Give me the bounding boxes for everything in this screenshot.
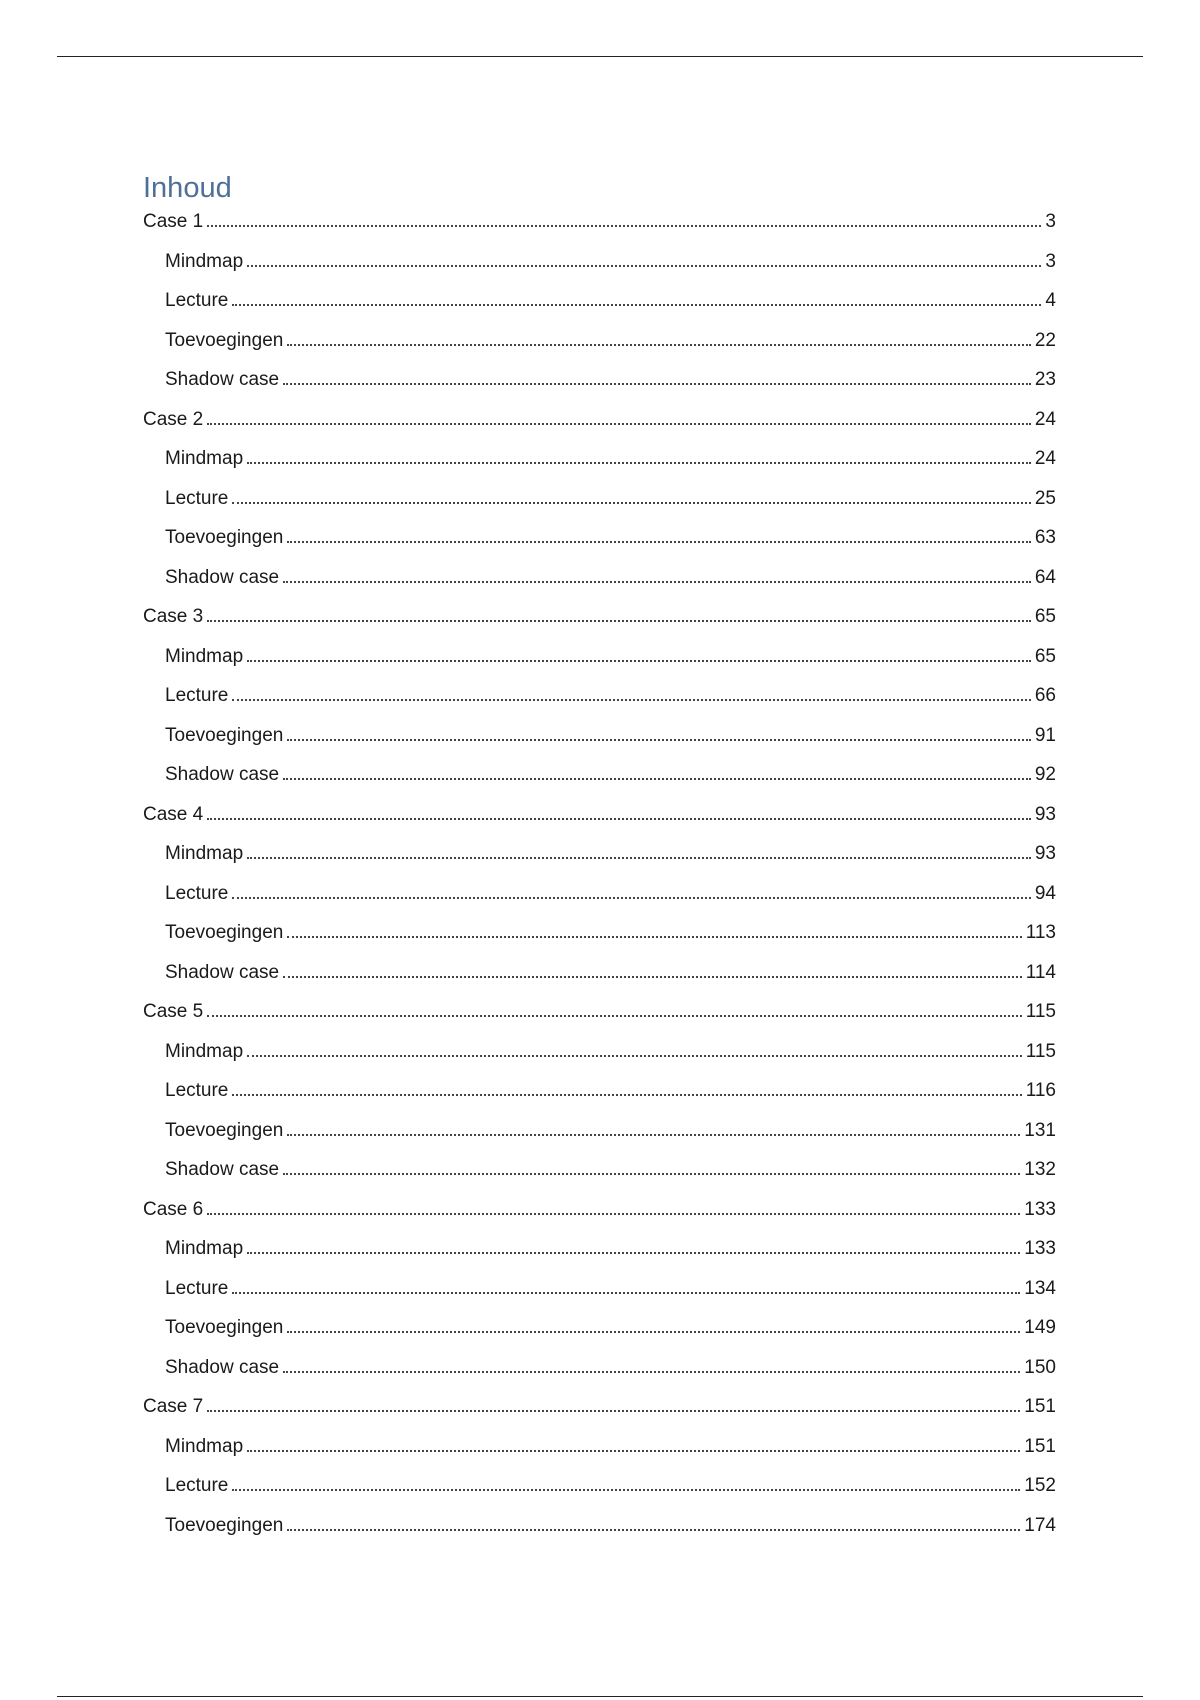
toc-entry-label: Case 6 (143, 1198, 204, 1220)
toc-entry-section[interactable] (143, 840, 1056, 880)
header-rule (57, 56, 1143, 57)
toc-entry-case[interactable] (143, 603, 1056, 643)
toc-dot-leader (247, 1450, 1020, 1452)
toc-entry-section[interactable] (143, 959, 1056, 999)
toc-entry-page-number: 93 (1034, 843, 1056, 864)
toc-entry-section[interactable] (143, 1156, 1056, 1196)
toc-dot-leader (207, 1015, 1022, 1017)
toc-entry-page-number: 133 (1024, 1238, 1056, 1259)
toc-entry-page-number: 92 (1034, 764, 1056, 785)
toc-entry-section[interactable] (143, 1275, 1056, 1315)
toc-dot-leader (287, 936, 1021, 938)
toc-entry-page-number: 152 (1024, 1475, 1056, 1496)
toc-entry-label: Shadow case (165, 961, 280, 983)
footer-rule (57, 1696, 1143, 1697)
toc-entry-page-number: 150 (1024, 1356, 1056, 1378)
toc-entry-label: Toevoegingen (165, 1317, 284, 1338)
toc-entry-page-number: 3 (1045, 211, 1056, 232)
toc-entry-page-number: 113 (1025, 922, 1056, 943)
toc-entry-label: Shadow case (165, 1356, 280, 1378)
toc-title: Inhoud (143, 172, 232, 204)
toc-dot-leader (232, 699, 1030, 701)
toc-entry-page-number: 149 (1024, 1317, 1056, 1338)
toc-entry-case[interactable] (143, 406, 1056, 446)
toc-dot-leader (207, 620, 1031, 622)
toc-dot-leader (283, 383, 1031, 385)
toc-entry-page-number: 65 (1034, 645, 1056, 667)
toc-entry-case[interactable] (143, 1393, 1056, 1433)
toc-dot-leader (232, 304, 1041, 306)
toc-entry-label: Lecture (165, 487, 229, 509)
toc-entry-label: Toevoegingen (165, 724, 284, 746)
toc-entry-section[interactable] (143, 722, 1056, 762)
toc-entry-page-number: 133 (1024, 1198, 1056, 1220)
toc-entry-label: Case 1 (143, 211, 204, 232)
toc-entry-label: Mindmap (165, 1238, 244, 1259)
toc-entry-case[interactable] (143, 801, 1056, 841)
toc-entry-section[interactable] (143, 1235, 1056, 1275)
toc-entry-label: Shadow case (165, 764, 280, 785)
toc-dot-leader (283, 1173, 1020, 1175)
toc-entry-label: Shadow case (165, 369, 280, 390)
toc-entry-label: Toevoegingen (165, 1514, 284, 1536)
toc-entry-section[interactable] (143, 1077, 1056, 1117)
toc-entry-page-number: 93 (1034, 803, 1056, 825)
toc-entry-label: Toevoegingen (165, 527, 284, 548)
toc-dot-leader (207, 818, 1031, 820)
toc-entry-page-number: 4 (1045, 290, 1056, 311)
toc-entry-section[interactable] (143, 880, 1056, 920)
toc-entry-label: Mindmap (165, 645, 244, 667)
toc-entry-section[interactable] (143, 1314, 1056, 1354)
toc-entry-page-number: 66 (1034, 685, 1056, 706)
toc-entry-section[interactable] (143, 643, 1056, 683)
toc-entry-page-number: 114 (1025, 961, 1056, 983)
toc-dot-leader (247, 660, 1031, 662)
toc-entry-label: Mindmap (165, 250, 244, 272)
toc-entry-section[interactable] (143, 564, 1056, 604)
toc-dot-leader (232, 502, 1030, 504)
toc-dot-leader (247, 462, 1031, 464)
toc-entry-page-number: 91 (1034, 724, 1056, 746)
toc-dot-leader (283, 581, 1031, 583)
toc-entry-label: Mindmap (165, 843, 244, 864)
toc-entry-section[interactable] (143, 366, 1056, 406)
toc-entry-label: Lecture (165, 1080, 229, 1101)
toc-entry-page-number: 131 (1024, 1119, 1056, 1141)
toc-entry-page-number: 115 (1025, 1040, 1056, 1062)
toc-entry-label: Toevoegingen (165, 1119, 284, 1141)
toc-entry-page-number: 134 (1024, 1277, 1056, 1299)
table-of-contents (143, 168, 1056, 1551)
toc-dot-leader (287, 541, 1031, 543)
toc-entry-page-number: 116 (1025, 1080, 1056, 1101)
toc-entry-label: Lecture (165, 290, 229, 311)
toc-entry-label: Toevoegingen (165, 922, 284, 943)
toc-entry-section[interactable] (143, 1512, 1056, 1552)
toc-dot-leader (232, 1292, 1020, 1294)
toc-entry-section[interactable] (143, 1433, 1056, 1473)
toc-entry-label: Lecture (165, 685, 229, 706)
toc-entry-section[interactable] (143, 327, 1056, 367)
toc-entry-page-number: 25 (1034, 487, 1056, 509)
toc-entry-page-number: 64 (1034, 566, 1056, 588)
toc-dot-leader (247, 1055, 1022, 1057)
toc-entry-page-number: 132 (1024, 1159, 1056, 1180)
toc-entry-section[interactable] (143, 485, 1056, 525)
toc-entry-label: Mindmap (165, 1435, 244, 1457)
toc-entry-section[interactable] (143, 1038, 1056, 1078)
toc-entry-page-number: 22 (1034, 329, 1056, 351)
toc-dot-leader (247, 1252, 1020, 1254)
toc-entry-label: Mindmap (165, 1040, 244, 1062)
toc-entry-label: Shadow case (165, 1159, 280, 1180)
toc-dot-leader (207, 225, 1041, 227)
toc-entry-label: Case 3 (143, 606, 204, 627)
toc-dot-leader (232, 897, 1030, 899)
toc-entry-section[interactable] (143, 287, 1056, 327)
toc-dot-leader (207, 423, 1031, 425)
toc-entry-case[interactable] (143, 1196, 1056, 1236)
toc-dot-leader (247, 857, 1031, 859)
toc-entry-page-number: 63 (1034, 527, 1056, 548)
toc-entry-section[interactable] (143, 524, 1056, 564)
toc-entry-page-number: 3 (1045, 250, 1056, 272)
toc-dot-leader (287, 1529, 1020, 1531)
toc-dot-leader (232, 1094, 1021, 1096)
toc-entry-page-number: 115 (1025, 1001, 1056, 1022)
toc-entry-label: Case 5 (143, 1001, 204, 1022)
toc-entry-section[interactable] (143, 1117, 1056, 1157)
toc-entry-page-number: 94 (1034, 882, 1056, 904)
toc-entry-label: Lecture (165, 1277, 229, 1299)
toc-entry-page-number: 151 (1024, 1396, 1056, 1417)
toc-entry-label: Toevoegingen (165, 329, 284, 351)
toc-entry-label: Case 2 (143, 408, 204, 430)
toc-entry-page-number: 151 (1024, 1435, 1056, 1457)
toc-entry-section[interactable] (143, 1354, 1056, 1394)
toc-entry-page-number: 174 (1024, 1514, 1056, 1536)
toc-entry-page-number: 24 (1034, 408, 1056, 430)
toc-entry-case[interactable] (143, 998, 1056, 1038)
toc-entry-page-number: 23 (1034, 369, 1056, 390)
toc-dot-leader (287, 739, 1031, 741)
toc-dot-leader (287, 344, 1031, 346)
toc-dot-leader (283, 1371, 1020, 1373)
toc-entry-section[interactable] (143, 919, 1056, 959)
toc-entry-section[interactable] (143, 761, 1056, 801)
toc-dot-leader (247, 265, 1041, 267)
toc-entry-label: Shadow case (165, 566, 280, 588)
toc-entry-section[interactable] (143, 1472, 1056, 1512)
toc-entry-label: Case 4 (143, 803, 204, 825)
toc-entry-section[interactable] (143, 248, 1056, 288)
toc-list (143, 208, 1056, 1551)
toc-entry-case[interactable] (143, 208, 1056, 248)
toc-dot-leader (287, 1134, 1020, 1136)
toc-dot-leader (207, 1213, 1020, 1215)
toc-entry-page-number: 24 (1034, 448, 1056, 469)
toc-dot-leader (207, 1410, 1020, 1412)
toc-entry-section[interactable] (143, 445, 1056, 485)
toc-entry-label: Lecture (165, 882, 229, 904)
toc-entry-label: Lecture (165, 1475, 229, 1496)
toc-entry-page-number: 65 (1034, 606, 1056, 627)
toc-dot-leader (283, 778, 1031, 780)
toc-entry-section[interactable] (143, 682, 1056, 722)
toc-dot-leader (232, 1489, 1020, 1491)
toc-entry-label: Case 7 (143, 1396, 204, 1417)
toc-dot-leader (283, 976, 1022, 978)
toc-dot-leader (287, 1331, 1020, 1333)
toc-entry-label: Mindmap (165, 448, 244, 469)
